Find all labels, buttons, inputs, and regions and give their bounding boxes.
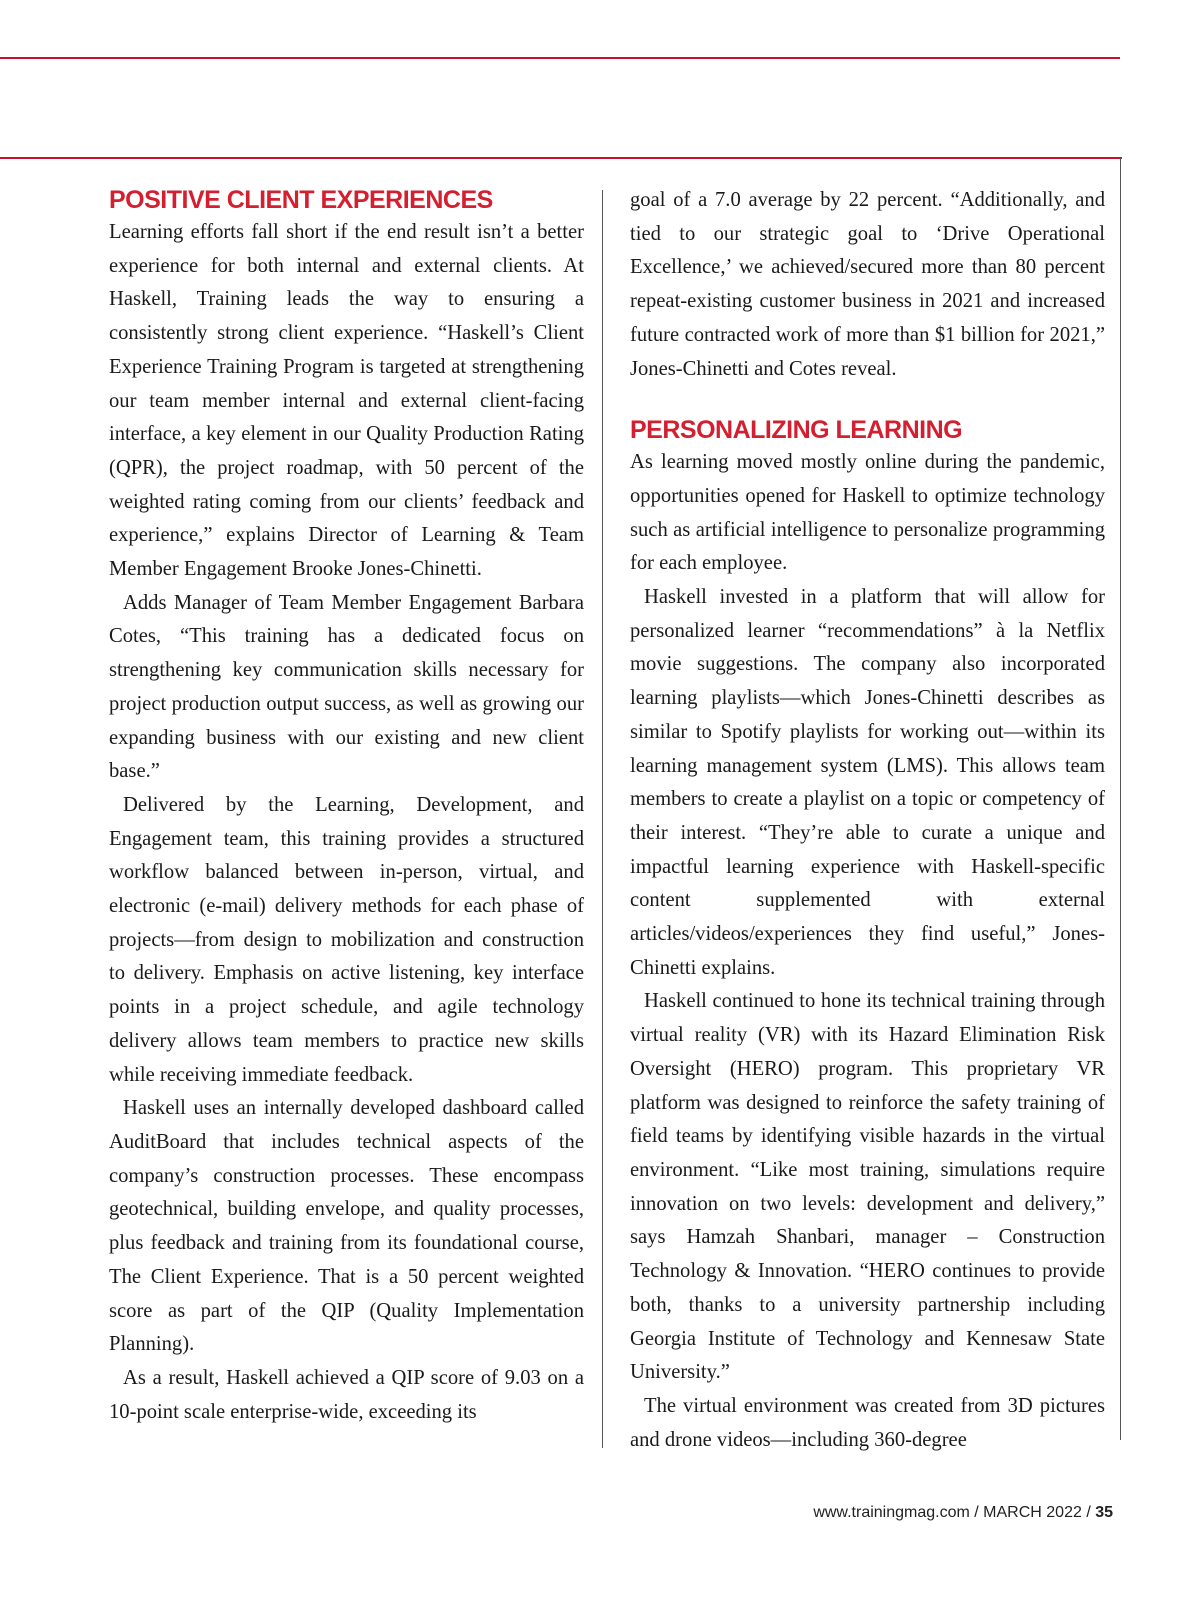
body-paragraph: The virtual environment was created from 3D pictures and drone videos—including 360-degree (630, 1394, 1105, 1451)
page-footer (813, 1504, 1113, 1522)
left-column (109, 184, 584, 1429)
column-divider (602, 190, 603, 1448)
body-paragraph: Haskell continued to hone its technical training through virtual reality (VR) with its Hazard Elimination Risk Oversight (HERO) program. This proprietary VR platform was designed to reinforce the safety training of field teams by identifying visible hazards in the virtual environment. “Like most training, simulations require innovation on two levels: development and delivery,” says Hamzah Shanbari, manager – Construction Technology & Innovation. “HERO continues to provide both, thanks to a university partnership including Georgia Institute of Technology and Kennesaw State University.” (630, 990, 1105, 1384)
footer-issue: MARCH 2022 (983, 1504, 1082, 1521)
right-column (630, 184, 1105, 1457)
body-paragraph: Haskell invested in a platform that will allow for personalized learner “recommendations” à la Netflix movie suggestions. The company also incorporated learning playlists—which Jones-Chinetti describes as similar to Spotify playlists for working out—within its learning management system (LMS). This allows team members to create a playlist on a topic or competency of their interest. “They’re able to curate a unique and impactful learning experience with Haskell-specific content supplemented with external articles/videos/experiences they find useful,” Jones-Chinetti explains. (630, 586, 1105, 979)
body-paragraph: Learning efforts fall short if the end result isn’t a better experience for both internal and external clients. At Haskell, Training leads the way to ensuring a consistently strong client experience. “Haskell’s Client Experience Training Program is targeted at strengthening our team member internal and external client-facing interface, a key element in our Quality Production Rating (QPR), the project roadmap, with 50 percent of the weighted rating coming from our clients’ feedback and experience,” explains Director of Learning & Team Member Engagement Brooke Jones-Chinetti. (109, 221, 584, 581)
footer-separator: / (1086, 1504, 1096, 1521)
top-red-rule (0, 57, 1120, 59)
body-paragraph: Adds Manager of Team Member Engagement Barbara Cotes, “This training has a dedicated focus on strengthening key communication skills necessary for project production output success, as well as growing our expanding business with our existing and new client base.” (109, 591, 584, 783)
body-paragraph-continued: goal of a 7.0 average by 22 percent. “Additionally, and tied to our strategic goal to ‘Drive Operational Excellence,’ we achieved/secured more than 80 percent repeat-existing customer business in 2021 and increased future contracted work of more than $1 billion for 2021,” Jones-Chinetti and Cotes reveal. (630, 189, 1105, 380)
body-paragraph: Delivered by the Learning, Development, and Engagement team, this training provides a structured workflow balanced between in-person, virtual, and electronic (e-mail) delivery methods for each phase of projects—from design to mobilization and construction to delivery. Emphasis on active listening, key interface points in a project schedule, and agile technology delivery allows team members to practice new skills while receiving immediate feedback. (109, 793, 584, 1086)
footer-site-url[interactable]: www.trainingmag.com (813, 1504, 970, 1521)
body-paragraph: As learning moved mostly online during the pandemic, opportunities opened for Haskell to optimize technology such as artificial intelligence to personalize programming for each employee. (630, 451, 1105, 575)
footer-separator: / (974, 1504, 984, 1521)
section-heading-positive-client-experiences: POSITIVE CLIENT EXPERIENCES (109, 186, 493, 214)
body-paragraph: Haskell uses an internally developed dashboard called AuditBoard that includes technical aspects of the company’s construction processes. These encompass geotechnical, building envelope, and quality processes, plus feedback and training from its foundational course, The Client Experience. That is a 50 percent weighted score as part of the QIP (Quality Implementation Planning). (109, 1097, 584, 1356)
page-number: 35 (1095, 1504, 1113, 1521)
body-paragraph: As a result, Haskell achieved a QIP score of 9.03 on a 10-point scale enterprise-wide, exceeding its (109, 1366, 584, 1423)
right-margin-rule (1120, 158, 1121, 1440)
section-heading-personalizing-learning: PERSONALIZING LEARNING (630, 416, 963, 445)
header-red-rule (0, 157, 1122, 159)
